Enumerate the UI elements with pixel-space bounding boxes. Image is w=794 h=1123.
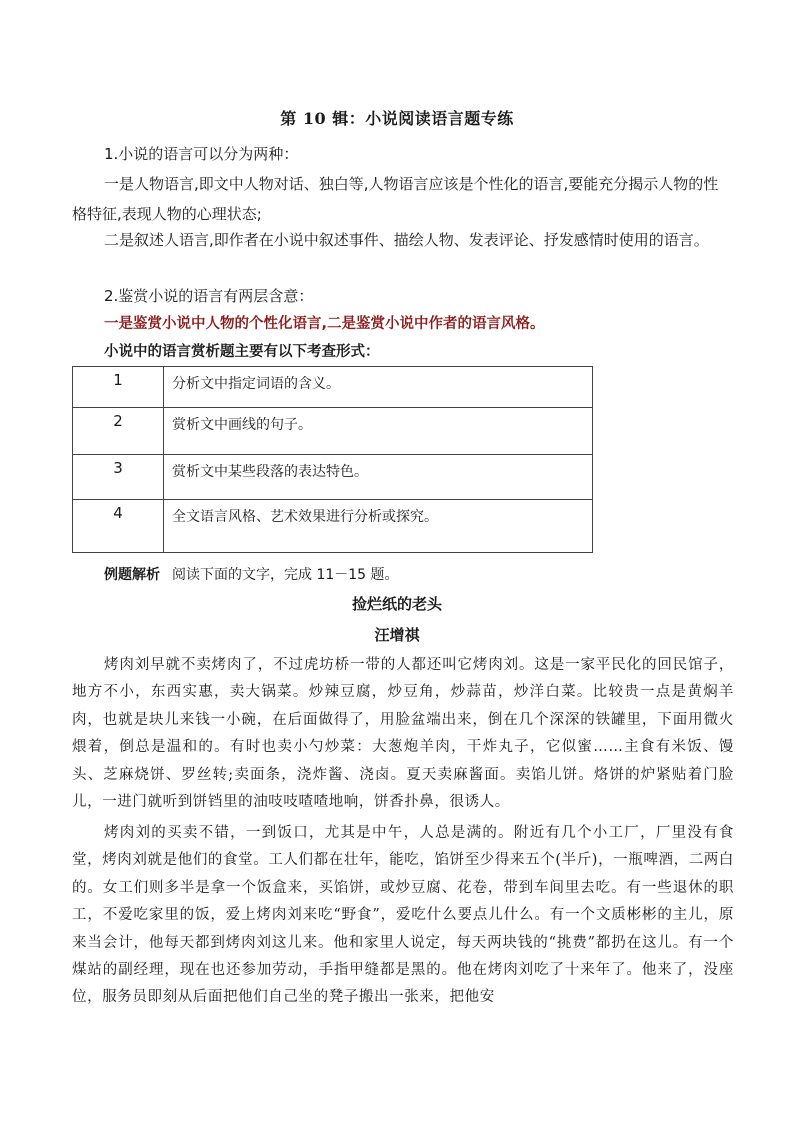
- example-label: 例题解析: [104, 567, 160, 583]
- intro-narrator-language: 二是叙述人语言,即作者在小说中叙述事件、描绘人物、发表评论、抒发感情时使用的语言。: [104, 231, 709, 249]
- row-text: 全文语言风格、艺术效果进行分析或探究。: [164, 500, 593, 553]
- row-text: 分析文中指定词语的含义。: [164, 367, 593, 408]
- highlighted-key-point: 一是鉴赏小说中人物的个性化语言,二是鉴赏小说中作者的语言风格。: [104, 316, 545, 332]
- row-number: 4: [73, 500, 164, 553]
- intro-point-1: 1.小说的语言可以分为两种：: [104, 145, 299, 163]
- story-title: 捡烂纸的老头: [351, 595, 442, 613]
- example-section: [104, 564, 399, 586]
- story-paragraph: 烤肉刘的买卖不错，一到饭口，尤其是中午，人总是满的。附近有几个小工厂，厂里没有食堂，烤肉刘就是他们的食堂。工人们都在壮年，能吃，馅饼至少得来五个(半斤)，一瓶啤酒，二两白的。女工们则多半是拿一个饭盒来，买馅饼，或炒豆腐、花卷，带到车间里去吃。有一些退休的职工，不爱吃家里的饭，爱上烤肉刘来吃“野食”，爱吃什么要点儿什么。有一个文质彬彬的主儿，原来当会计，他每天都到烤肉刘这儿来。他和家里人说定，每天两块钱的“挑费”都扔在这儿。有一个煤站的副经理，现在也还参加劳动，手指甲缝都是黑的。他在烤肉刘吃了十来年了。他来了，没座位，服务员即刻从后面把他们自己坐的凳子搬出一张来，把他安: [72, 825, 734, 1006]
- row-number: 3: [73, 455, 164, 500]
- row-text: 赏析文中画线的句子。: [164, 408, 593, 455]
- row-number: 2: [73, 408, 164, 455]
- story-paragraph: 烤肉刘早就不卖烤肉了，不过虎坊桥一带的人都还叫它烤肉刘。这是一家平民化的回民馆子，地方不小，东西实惠，卖大锅菜。炒辣豆腐，炒豆角，炒蒜苗，炒洋白菜。比较贵一点是黄焖羊肉，也就是块儿来钱一小碗，在后面做得了，用脸盆端出来，倒在几个深深的铁罐里，下面用微火煨着，倒总是温和的。有时也卖小勺炒菜：大葱炮羊肉，干炸丸子，它似蜜……主食有米饭、馒头、芝麻烧饼、罗丝转;卖面条，浇炸酱、浇卤。夏天卖麻酱面。卖馅儿饼。烙饼的炉紧贴着门脸儿，一进门就听到饼铛里的油吱吱喳喳地响，饼香扑鼻，很诱人。: [72, 657, 734, 811]
- question-types-heading: 小说中的语言赏析题主要有以下考查形式：: [104, 344, 380, 360]
- table-row: [73, 367, 593, 408]
- intro-point-2: 2.鉴赏小说的语言有两层含意：: [104, 287, 314, 305]
- question-types-table: [72, 366, 593, 553]
- table-row: [73, 408, 593, 455]
- page-title: 第 10 辑：小说阅读语言题专练: [280, 109, 514, 128]
- row-number: 1: [73, 367, 164, 408]
- intro-character-language: 一是人物语言,即文中人物对话、独白等,人物语言应该是个性化的语言,要能充分揭示人物的性格特征,表现人物的心理状态;: [72, 175, 719, 223]
- row-text: 赏析文中某些段落的表达特色。: [164, 455, 593, 500]
- example-instruction: 阅读下面的文字，完成 11－15 题。: [172, 567, 399, 583]
- story-author: 汪增祺: [374, 626, 420, 644]
- table-row: [73, 500, 593, 553]
- table-row: [73, 455, 593, 500]
